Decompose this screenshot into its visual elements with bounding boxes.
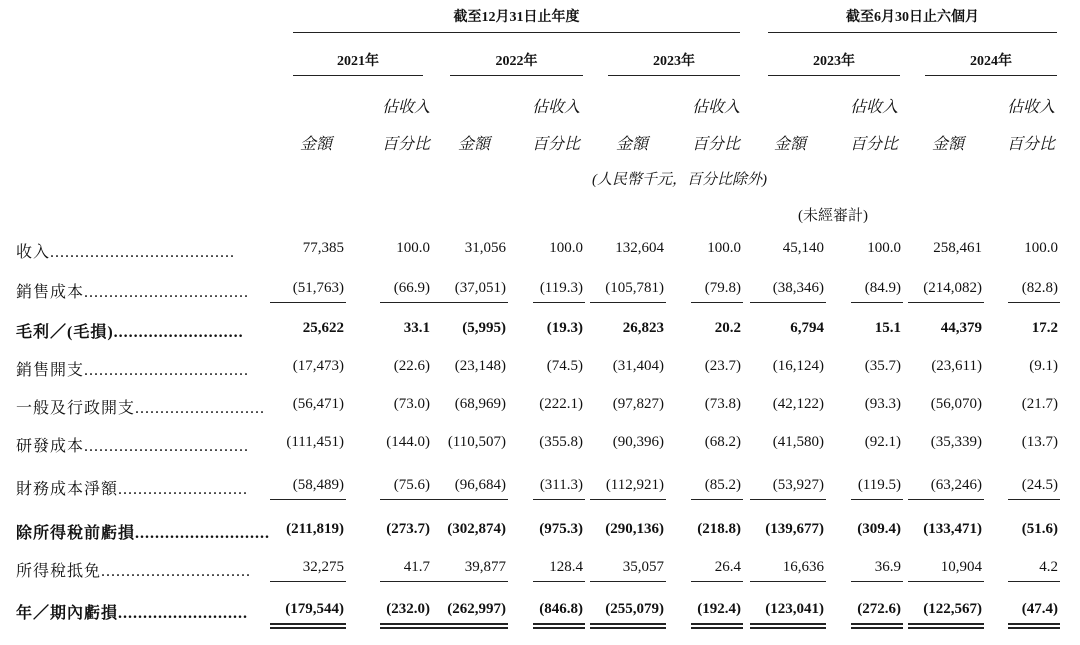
percent-cell: (73.0) xyxy=(393,396,430,412)
pct-label-line1: 佔收入 xyxy=(381,99,430,116)
amount-cell: 31,056 xyxy=(464,240,506,256)
amount-cell: 39,877 xyxy=(464,559,506,575)
percent-cell: (355.8) xyxy=(539,434,583,450)
subtotal-rule xyxy=(1008,499,1060,500)
percent-cell: 17.2 xyxy=(1031,320,1058,336)
amount-cell: (133,471) xyxy=(923,521,982,537)
amount-cell: (111,451) xyxy=(286,434,344,450)
row-label: 毛利／(毛損).......................... xyxy=(16,324,244,341)
total-double-rule xyxy=(533,627,585,629)
pct-label-line2: 百分比 xyxy=(531,136,580,153)
percent-cell: (23.7) xyxy=(704,358,741,374)
total-double-rule xyxy=(590,627,666,629)
subtotal-rule xyxy=(380,581,432,582)
amount-cell: (105,781) xyxy=(605,280,664,296)
amount-label: 金額 xyxy=(931,136,964,153)
period-header-rule xyxy=(768,32,1057,33)
year-header-2022: 2022年 xyxy=(495,54,538,69)
year-header-rule xyxy=(293,75,423,76)
total-double-rule xyxy=(270,627,346,629)
amount-cell: 10,904 xyxy=(940,559,982,575)
percent-cell: 15.1 xyxy=(874,320,901,336)
subtotal-rule xyxy=(1008,581,1060,582)
percent-cell: 36.9 xyxy=(874,559,901,575)
subtotal-rule xyxy=(691,499,743,500)
amount-cell: 258,461 xyxy=(933,240,982,256)
total-double-rule xyxy=(432,627,508,629)
percent-cell: (975.3) xyxy=(539,521,583,537)
percent-cell: (51.6) xyxy=(1021,521,1058,537)
amount-cell: (58,489) xyxy=(292,477,344,493)
percent-cell: (119.5) xyxy=(857,477,901,493)
year-header-rule xyxy=(768,75,900,76)
amount-cell: (112,921) xyxy=(605,477,664,493)
amount-cell: (5,995) xyxy=(462,320,506,336)
percent-cell: 4.2 xyxy=(1039,559,1058,575)
year-header-2023: 2023年 xyxy=(653,54,695,69)
year-header-2023-half: 2023年 xyxy=(813,54,855,69)
percent-cell: (93.3) xyxy=(864,396,901,412)
total-double-rule xyxy=(691,627,743,629)
amount-cell: (51,763) xyxy=(292,280,344,296)
percent-cell: 100.0 xyxy=(867,240,901,256)
amount-cell: (179,544) xyxy=(285,601,344,617)
percent-cell: (846.8) xyxy=(539,601,583,617)
percent-cell: (21.7) xyxy=(1021,396,1058,412)
percent-cell: 100.0 xyxy=(1024,240,1058,256)
pct-label-line1: 佔收入 xyxy=(849,99,898,116)
amount-cell: (41,580) xyxy=(772,434,824,450)
period-header-six-months: 截至6月30日止六個月 xyxy=(846,10,979,25)
amount-cell: 25,622 xyxy=(302,320,344,336)
period-header-fiscal-year: 截至12月31日止年度 xyxy=(453,10,580,25)
amount-cell: (214,082) xyxy=(923,280,982,296)
percent-cell: 33.1 xyxy=(403,320,430,336)
amount-cell: (139,677) xyxy=(765,521,824,537)
percent-cell: (68.2) xyxy=(704,434,741,450)
pct-label-line2: 百分比 xyxy=(381,136,430,153)
percent-cell: (272.6) xyxy=(857,601,901,617)
subtotal-rule xyxy=(851,581,903,582)
row-label: 財務成本淨額.......................... xyxy=(16,481,249,498)
percent-cell: 26.4 xyxy=(714,559,741,575)
percent-cell: (22.6) xyxy=(393,358,430,374)
total-double-rule xyxy=(691,623,743,625)
percent-cell: (9.1) xyxy=(1029,358,1058,374)
percent-cell: (24.5) xyxy=(1021,477,1058,493)
row-label: 銷售成本................................. xyxy=(16,284,250,301)
subtotal-rule xyxy=(590,581,666,582)
amount-label: 金額 xyxy=(299,136,332,153)
subtotal-rule xyxy=(908,499,984,500)
subtotal-rule xyxy=(432,302,508,303)
amount-cell: (31,404) xyxy=(612,358,664,374)
year-header-rule xyxy=(608,75,740,76)
subtotal-rule xyxy=(432,499,508,500)
percent-cell: (35.7) xyxy=(864,358,901,374)
amount-cell: 132,604 xyxy=(615,240,664,256)
amount-cell: (42,122) xyxy=(772,396,824,412)
percent-cell: 100.0 xyxy=(707,240,741,256)
amount-cell: (123,041) xyxy=(765,601,824,617)
pct-label-line2: 百分比 xyxy=(849,136,898,153)
percent-cell: (47.4) xyxy=(1021,601,1058,617)
row-label: 所得稅抵免.............................. xyxy=(16,563,252,580)
row-label: 除所得稅前虧損........................... xyxy=(16,525,271,542)
percent-cell: 128.4 xyxy=(549,559,583,575)
total-double-rule xyxy=(851,627,903,629)
amount-cell: (97,827) xyxy=(612,396,664,412)
subtotal-rule xyxy=(851,302,903,303)
subtotal-rule xyxy=(380,302,432,303)
subtotal-rule xyxy=(750,302,826,303)
amount-label: 金額 xyxy=(457,136,490,153)
percent-cell: (218.8) xyxy=(697,521,741,537)
amount-cell: (56,070) xyxy=(930,396,982,412)
subtotal-rule xyxy=(750,499,826,500)
amount-cell: 32,275 xyxy=(302,559,344,575)
percent-cell: 20.2 xyxy=(714,320,741,336)
subtotal-rule xyxy=(851,499,903,500)
subtotal-rule xyxy=(533,499,585,500)
percent-cell: (75.6) xyxy=(393,477,430,493)
percent-cell: (92.1) xyxy=(864,434,901,450)
subtotal-rule xyxy=(908,302,984,303)
amount-label: 金額 xyxy=(615,136,648,153)
subtotal-rule xyxy=(691,581,743,582)
amount-cell: (56,471) xyxy=(292,396,344,412)
year-header-rule xyxy=(450,75,583,76)
subtotal-rule xyxy=(533,581,585,582)
amount-cell: (290,136) xyxy=(605,521,664,537)
amount-cell: 16,636 xyxy=(782,559,824,575)
subtotal-rule xyxy=(533,302,585,303)
row-label: 銷售開支................................. xyxy=(16,362,250,379)
year-header-rule xyxy=(925,75,1057,76)
unit-note: (人民幣千元，百分比除外) xyxy=(592,172,767,188)
pct-label-line2: 百分比 xyxy=(1006,136,1055,153)
percent-cell: (192.4) xyxy=(697,601,741,617)
subtotal-rule xyxy=(270,302,346,303)
amount-cell: (255,079) xyxy=(605,601,664,617)
total-double-rule xyxy=(380,623,432,625)
subtotal-rule xyxy=(432,581,508,582)
percent-cell: (232.0) xyxy=(386,601,430,617)
amount-cell: 6,794 xyxy=(790,320,824,336)
amount-cell: (96,684) xyxy=(454,477,506,493)
percent-cell: (66.9) xyxy=(393,280,430,296)
percent-cell: (119.3) xyxy=(539,280,583,296)
amount-label: 金額 xyxy=(773,136,806,153)
unaudited-note: (未經審計) xyxy=(798,208,868,224)
percent-cell: (144.0) xyxy=(386,434,430,450)
amount-cell: (38,346) xyxy=(772,280,824,296)
subtotal-rule xyxy=(270,499,346,500)
row-label: 一般及行政開支.......................... xyxy=(16,400,266,417)
percent-cell: (13.7) xyxy=(1021,434,1058,450)
total-double-rule xyxy=(851,623,903,625)
percent-cell: 41.7 xyxy=(403,559,430,575)
total-double-rule xyxy=(908,623,984,625)
subtotal-rule xyxy=(590,302,666,303)
percent-cell: (309.4) xyxy=(857,521,901,537)
pct-label-line1: 佔收入 xyxy=(1006,99,1055,116)
subtotal-rule xyxy=(270,581,346,582)
percent-cell: (222.1) xyxy=(539,396,583,412)
year-header-2021: 2021年 xyxy=(337,54,379,69)
percent-cell: (311.3) xyxy=(539,477,583,493)
total-double-rule xyxy=(1008,627,1060,629)
amount-cell: (302,874) xyxy=(447,521,506,537)
amount-cell: (35,339) xyxy=(930,434,982,450)
amount-cell: (23,611) xyxy=(931,358,982,374)
subtotal-rule xyxy=(1008,302,1060,303)
row-label: 研發成本................................. xyxy=(16,438,250,455)
total-double-rule xyxy=(590,623,666,625)
pct-label-line2: 百分比 xyxy=(691,136,740,153)
amount-cell: 35,057 xyxy=(622,559,664,575)
period-header-rule xyxy=(293,32,740,33)
pct-label-line1: 佔收入 xyxy=(691,99,740,116)
amount-cell: (110,507) xyxy=(447,434,506,450)
amount-cell: (211,819) xyxy=(286,521,344,537)
amount-cell: (16,124) xyxy=(772,358,824,374)
percent-cell: 100.0 xyxy=(396,240,430,256)
percent-cell: (79.8) xyxy=(704,280,741,296)
subtotal-rule xyxy=(691,302,743,303)
percent-cell: 100.0 xyxy=(549,240,583,256)
total-double-rule xyxy=(908,627,984,629)
subtotal-rule xyxy=(590,499,666,500)
subtotal-rule xyxy=(908,581,984,582)
amount-cell: (23,148) xyxy=(454,358,506,374)
total-double-rule xyxy=(270,623,346,625)
amount-cell: (122,567) xyxy=(923,601,982,617)
percent-cell: (74.5) xyxy=(546,358,583,374)
total-double-rule xyxy=(533,623,585,625)
total-double-rule xyxy=(432,623,508,625)
percent-cell: (85.2) xyxy=(704,477,741,493)
amount-cell: 45,140 xyxy=(782,240,824,256)
amount-cell: (37,051) xyxy=(454,280,506,296)
percent-cell: (73.8) xyxy=(704,396,741,412)
subtotal-rule xyxy=(750,581,826,582)
amount-cell: (90,396) xyxy=(612,434,664,450)
amount-cell: (17,473) xyxy=(292,358,344,374)
amount-cell: 26,823 xyxy=(622,320,664,336)
pct-label-line1: 佔收入 xyxy=(531,99,580,116)
total-double-rule xyxy=(1008,623,1060,625)
row-label: 年／期內虧損.......................... xyxy=(16,605,249,622)
subtotal-rule xyxy=(380,499,432,500)
row-label: 收入..................................... xyxy=(16,244,236,261)
year-header-2024-half: 2024年 xyxy=(970,54,1012,69)
amount-cell: (68,969) xyxy=(454,396,506,412)
total-double-rule xyxy=(750,623,826,625)
amount-cell: (262,997) xyxy=(447,601,506,617)
total-double-rule xyxy=(380,627,432,629)
amount-cell: 44,379 xyxy=(940,320,982,336)
percent-cell: (19.3) xyxy=(546,320,583,336)
amount-cell: 77,385 xyxy=(302,240,344,256)
percent-cell: (82.8) xyxy=(1021,280,1058,296)
amount-cell: (53,927) xyxy=(772,477,824,493)
total-double-rule xyxy=(750,627,826,629)
percent-cell: (84.9) xyxy=(864,280,901,296)
percent-cell: (273.7) xyxy=(386,521,430,537)
amount-cell: (63,246) xyxy=(930,477,982,493)
